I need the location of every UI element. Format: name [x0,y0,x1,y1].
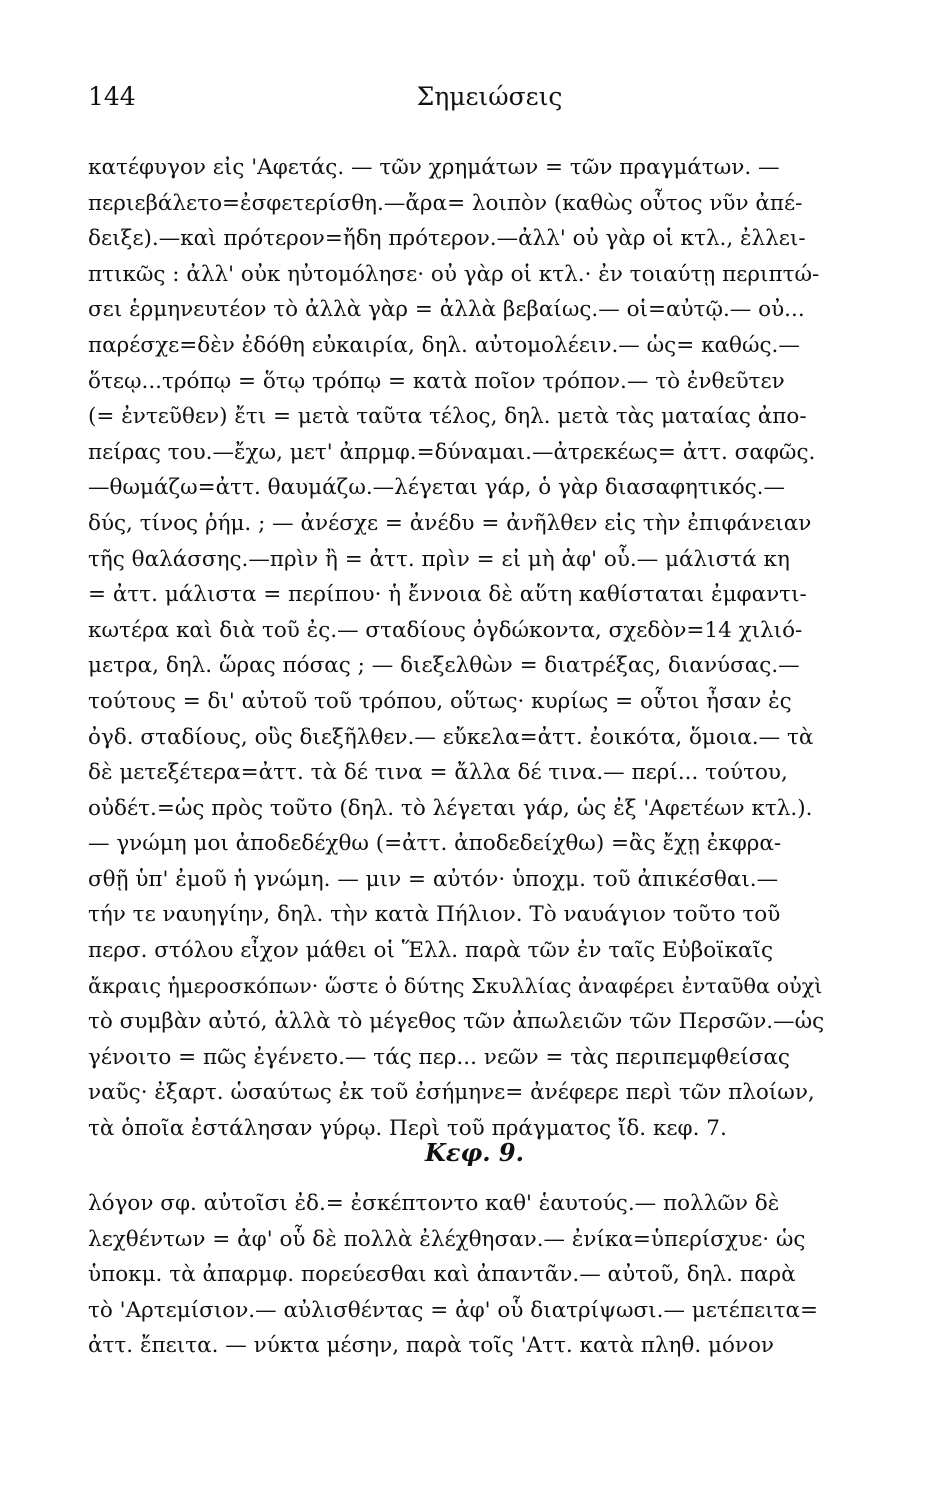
text-line: ἄκραις ἡμεροσκόπων· ὥστε ὁ δύτης Σκυλλίας ἀναφέρει ἐνταῦθα οὐχὶ [88,973,823,998]
page-number: 144 [88,82,136,111]
text-line: = ἀττ. μάλιστα = περίπου· ἡ ἔννοια δὲ αὕτη καθίσταται ἐμφαντι- [88,582,807,608]
text-line: σθῇ ὑπ' ἐμοῦ ἡ γνώμη. — μιν = αὐτόν· ὑποχμ. τοῦ ἀπικέσθαι.— [88,866,779,892]
text-line: γένοιτο = πῶς ἐγένετο.— τάς περ... νεῶν = τὰς περιπεμφθείσας [88,1044,790,1070]
text-line: ὀγδ. σταδίους, οὓς διεξῆλθεν.— εὔκελα=ἀττ. ἐοικότα, ὅμοια.— τὰ [88,724,814,750]
text-line: πείρας του.—ἔχω, μετ' ἀπρμφ.=δύναμαι.—ἀτρεκέως= ἀττ. σαφῶς. [88,439,816,465]
text-line: ὑποκμ. τὰ ἀπαρμφ. πορεύεσθαι καὶ ἀπαντᾶν.— αὐτοῦ, δηλ. παρὰ [88,1262,796,1288]
page-header [88,82,831,118]
text-line: δειξε).—καὶ πρότερον=ἤδη πρότερον.—ἀλλ' οὐ γὰρ οἱ κτλ., ἐλλει- [88,226,806,252]
text-line: τὸ 'Αρτεμίσιον.— αὐλισθέντας = ἀφ' οὗ διατρίψωσι.— μετέπειτα= [88,1297,819,1323]
text-line: — γνώμη μοι ἀποδεδέχθω (=ἀττ. ἀποδεδείχθω) =ἂς ἔχῃ ἐκφρα- [88,831,782,857]
text-line: τὰ ὁποῖα ἐστάλησαν γύρῳ. Περὶ τοῦ πράγματος ἴδ. κεφ. 7. [88,1116,727,1142]
text-line: τούτους = δι' αὐτοῦ τοῦ τρόπου, οὕτως· κυρίως = οὗτοι ἦσαν ἐς [88,688,792,714]
text-line: δὲ μετεξέτερα=ἀττ. τὰ δέ τινα = ἄλλα δέ τινα.— περί... τούτου, [88,760,788,786]
running-head: Σημειώσεις [416,82,563,111]
text-line: πτικῶς : ἀλλ' οὐκ ηὐτομόλησε· οὐ γὰρ οἱ κτλ.· ἐν τοιαύτῃ περιπτώ- [88,261,820,287]
chapter-notes-text [88,1186,828,1364]
text-line: ναῦς· ἐξαρτ. ὡσαύτως ἐκ τοῦ ἐσήμηνε= ἀνέφερε περὶ τῶν πλοίων, [88,1080,815,1106]
text-line: σει ἑρμηνευτέον τὸ ἀλλὰ γὰρ = ἀλλὰ βεβαίως.— οἱ=αὐτῷ.— οὐ... [88,297,805,323]
text-line: μετρα, δηλ. ὥρας πόσας ; — διεξελθὼν = διατρέξας, διανύσας.— [88,653,800,679]
text-line: κωτέρα καὶ διὰ τοῦ ἐς.— σταδίους ὀγδώκοντα, σχεδὸν=14 χιλιό- [88,617,803,643]
text-line: οὐδέτ.=ὡς πρὸς τοῦτο (δηλ. τὸ λέγεται γάρ, ὡς ἐξ 'Αφετέων κτλ.). [88,795,813,821]
notes-text [88,150,828,1147]
text-line: δύς, τίνος ῥήμ. ; — ἀνέσχε = ἀνέδυ = ἀνῆλθεν εἰς τὴν ἐπιφάνειαν [88,510,812,536]
text-line: λόγον σφ. αὐτοῖσι ἐδ.= ἐσκέπτοντο καθ' ἑαυτούς.— πολλῶν δὲ [88,1191,780,1216]
text-line: κατέφυγον εἰς 'Αφετάς. — τῶν χρημάτων = τῶν πραγμάτων. — [88,155,780,180]
text-line: τήν τε ναυηγίην, δηλ. τὴν κατὰ Πήλιον. Τὸ ναυάγιον τοῦτο τοῦ [88,902,781,928]
chapter-heading: Κεφ. 9. [425,1138,524,1167]
text-line: τὸ συμβὰν αὐτό, ἀλλὰ τὸ μέγεθος τῶν ἀπωλειῶν τῶν Περσῶν.—ὡς [88,1009,825,1035]
text-line: (= ἐντεῦθεν) ἔτι = μετὰ ταῦτα τέλος, δηλ. μετὰ τὰς ματαίας ἀπο- [88,404,807,430]
text-line: τῆς θαλάσσης.—πρὶν ἢ = ἀττ. πρὶν = εἰ μὴ ἀφ' οὗ.— μάλιστά κη [88,546,790,572]
text-line: λεχθέντων = ἀφ' οὗ δὲ πολλὰ ἐλέχθησαν.— ἐνίκα=ὑπερίσχυε· ὡς [88,1226,806,1252]
text-line: παρέσχε=δὲν ἐδόθη εὐκαιρία, δηλ. αὐτομολέειν.— ὡς= καθώς.— [88,332,800,358]
text-line: ὅτεῳ...τρόπῳ = ὅτῳ τρόπῳ = κατὰ ποῖον τρόπον.— τὸ ἐνθεῦτεν [88,368,785,394]
text-line: —θωμάζω=ἀττ. θαυμάζω.—λέγεται γάρ, ὁ γὰρ διασαφητικός.— [88,475,786,501]
text-line: περιεβάλετο=ἐσφετερίσθη.—ἄρα= λοιπὸν (καθὼς οὗτος νῦν ἀπέ- [88,190,803,216]
text-line: ἀττ. ἔπειτα. — νύκτα μέσην, παρὰ τοῖς 'Αττ. κατὰ πληθ. μόνον [88,1333,774,1359]
text-line: περσ. στόλου εἶχον μάθει οἱ Ἕλλ. παρὰ τῶν ἐν ταῖς Εὐβοϊκαῖς [88,938,774,964]
